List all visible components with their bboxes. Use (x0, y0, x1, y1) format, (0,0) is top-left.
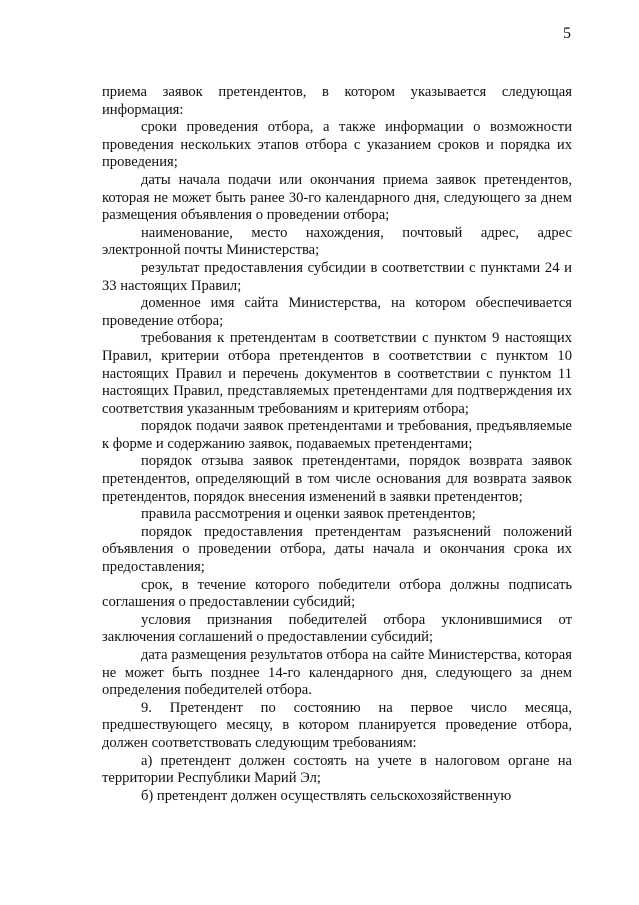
paragraph-6: доменное имя сайта Министерства, на котором обеспечивается проведение отбора; (102, 295, 572, 329)
paragraph-9: порядок отзыва заявок претендентами, порядок возврата заявок претендентов, определяющий в том числе основания для возврата заявок претендентов, порядок внесения изменений в заявки претендентов; (102, 453, 572, 505)
document-body (102, 84, 572, 805)
paragraph-10: правила рассмотрения и оценки заявок претендентов; (141, 506, 476, 523)
paragraph-2: сроки проведения отбора, а также информации о возможности проведения нескольких этапов отбора с указанием сроков и порядка их проведения; (102, 119, 572, 171)
paragraph-4: наименование, место нахождения, почтовый адрес, адрес электронной почты Министерства; (102, 224, 572, 259)
paragraph-15: 9. Претендент по состоянию на первое число месяца, предшествующего месяцу, в котором планируется проведение отбора, должен соответствовать следующим требованиям: (102, 699, 572, 751)
paragraph-12: срок, в течение которого победители отбора должны подписать соглашения о предоставлении субсидий; (102, 576, 572, 611)
paragraph-8: порядок подачи заявок претендентами и требования, предъявляемые к форме и содержанию заявок, подаваемых претендентами; (102, 418, 572, 452)
paragraph-13: условия признания победителей отбора уклонившимися от заключения соглашений о предоставлении субсидий; (102, 611, 572, 646)
paragraph-7: требования к претендентам в соответствии с пунктом 9 настоящих Правил, критерии отбора претендентов в соответствии с пунктом 10 настоящих Правил и перечень документов в соответствии с пунктом 11 настоящих Правил, представляемых претендентами для подтверждения их соответствия указанным требованиям и критериям отбора; (102, 330, 572, 417)
page-number: 5 (563, 25, 571, 42)
paragraph-17: б) претендент должен осуществлять сельскохозяйственную (141, 787, 512, 804)
paragraph-5: результат предоставления субсидии в соответствии с пунктами 24 и 33 настоящих Правил; (102, 259, 572, 294)
paragraph-3: даты начала подачи или окончания приема заявок претендентов, которая не может быть ранее 30-го календарного дня, следующего за днем размещения объявления о проведении отбора; (102, 171, 572, 224)
paragraph-11: порядок предоставления претендентам разъяснений положений объявления о проведении отбора, даты начала и окончания срока их предоставления; (102, 523, 572, 576)
paragraph-16: а) претендент должен состоять на учете в налоговом органе на территории Республики Марий Эл; (102, 752, 572, 787)
paragraph-1: приема заявок претендентов, в котором указывается следующая информация: (102, 84, 572, 118)
paragraph-14: дата размещения результатов отбора на сайте Министерства, которая не может быть позднее 14-го календарного дня, следующего за днем определения победителей отбора. (102, 647, 572, 699)
